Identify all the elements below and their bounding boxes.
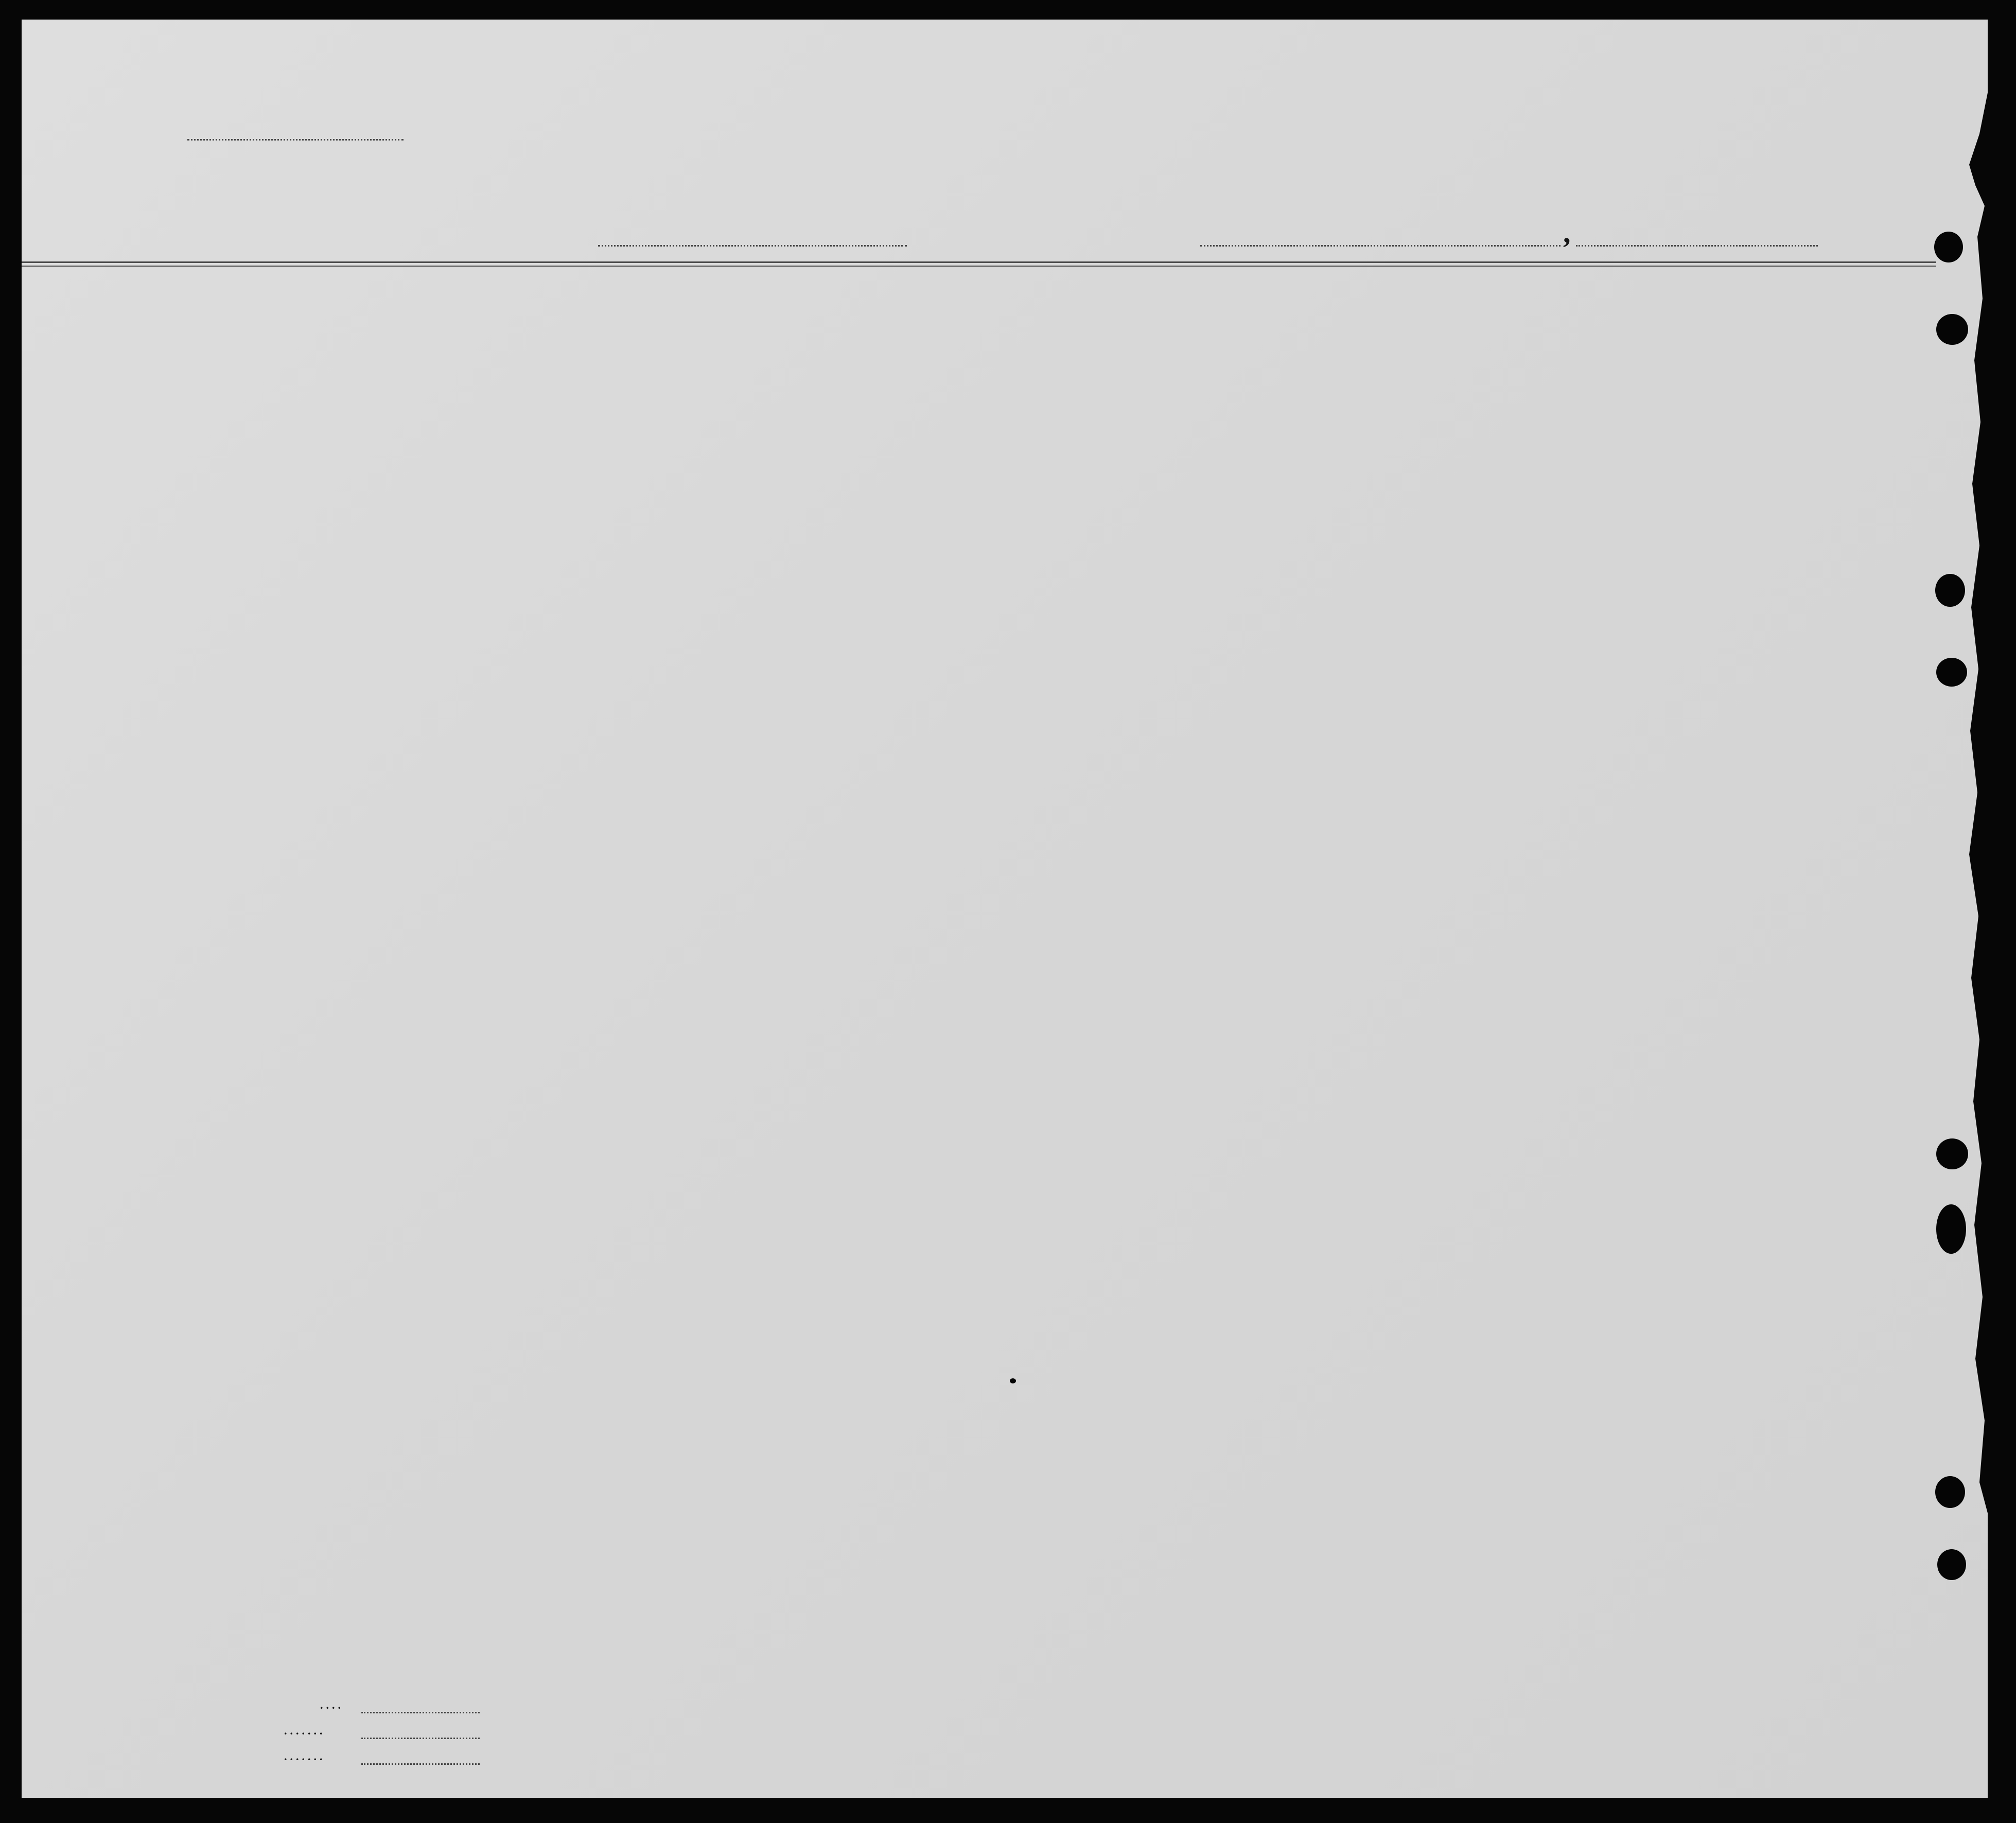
total-passengers-dots: .... — [320, 1698, 344, 1711]
punch-hole — [1936, 314, 1968, 345]
comma: , — [1563, 216, 1571, 249]
punch-hole — [1935, 574, 1965, 607]
punch-hole — [1936, 1204, 1966, 1254]
punch-hole — [1935, 1476, 1965, 1508]
aliens-dots: ....... — [284, 1750, 326, 1763]
punch-hole — [1936, 1138, 1968, 1169]
us-citizens-dots: ....... — [284, 1724, 326, 1737]
punch-hole — [1936, 658, 1967, 687]
punch-hole — [1937, 1549, 1966, 1580]
punch-hole — [1934, 232, 1963, 262]
